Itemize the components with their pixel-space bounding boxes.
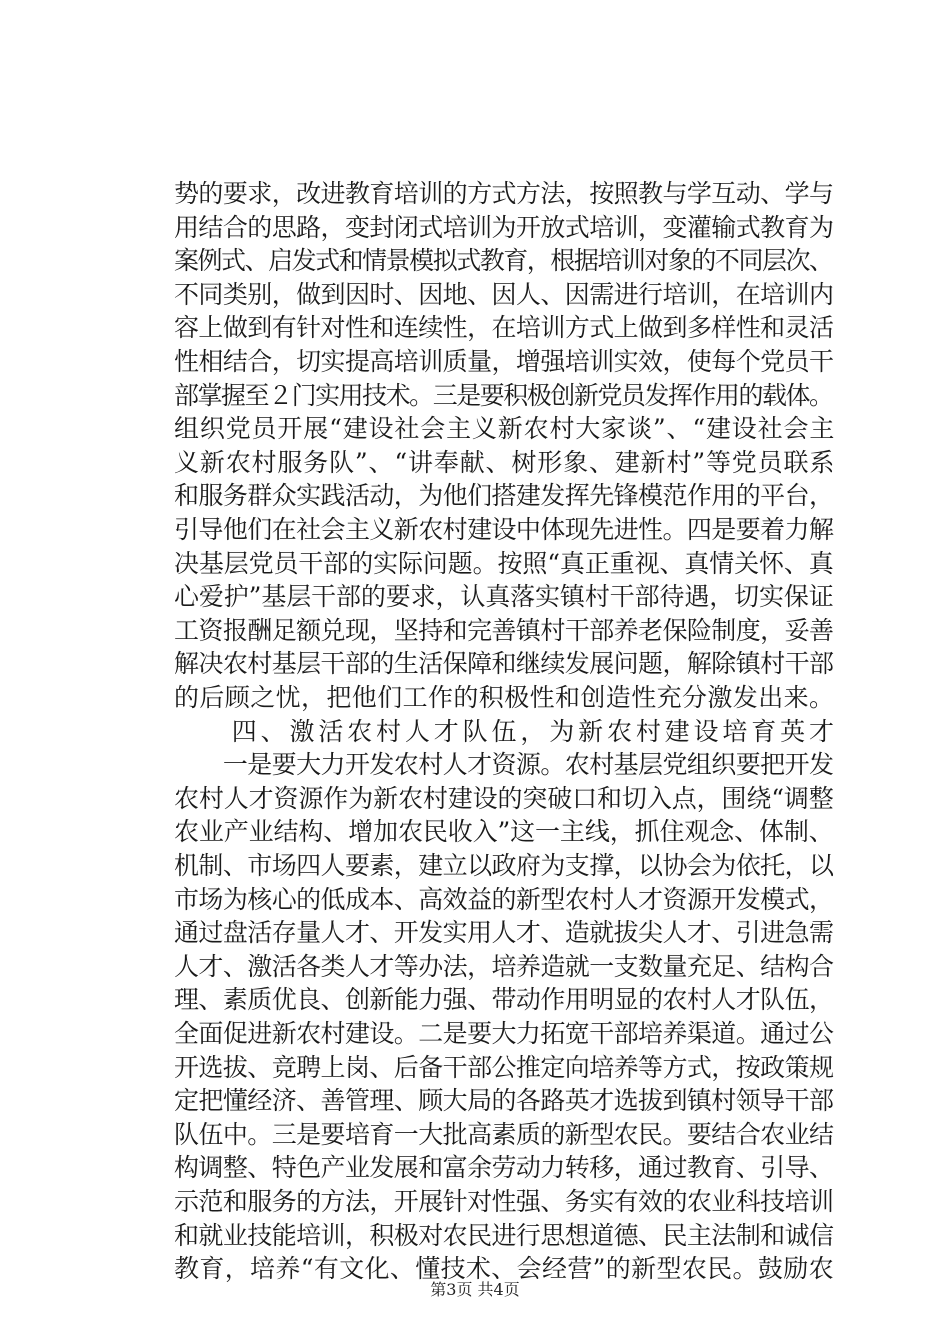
text-line: 心爱护”基层干部的要求，认真落实镇村干部待遇，切实保证 bbox=[174, 582, 834, 612]
page-footer: 第3页 共4页 bbox=[430, 1280, 520, 1299]
text-line: 决基层党员干部的实际问题。按照“真正重视、真情关怀、真 bbox=[174, 548, 834, 578]
text-line: 市场为核心的低成本、高效益的新型农村人才资源开发模式， bbox=[174, 884, 834, 914]
text-line: 教育，培养“有文化、懂技术、会经营”的新型农民。鼓励农 bbox=[174, 1254, 834, 1284]
text-line: 义新农村服务队”、“讲奉献、树形象、建新村”等党员联系 bbox=[174, 447, 836, 477]
text-line: 理、素质优良、创新能力强、带动作用明显的农村人才队伍， bbox=[174, 985, 834, 1015]
text-line: 机制、市场四人要素，建立以政府为支撑，以协会为依托，以 bbox=[174, 851, 834, 880]
text-line: 定把懂经济、善管理、顾大局的各路英才选拔到镇村领导干部 bbox=[174, 1086, 834, 1116]
text-line: 不同类别，做到因时、因地、因人、因需进行培训，在培训内 bbox=[174, 279, 834, 309]
text-line: 队伍中。三是要培育一大批高素质的新型农民。要结合农业结 bbox=[174, 1119, 834, 1149]
text-line: 性相结合，切实提高培训质量，增强培训实效，使每个党员干 bbox=[174, 347, 834, 376]
text-line: 和服务群众实践活动，为他们搭建发挥先锋模范作用的平台， bbox=[174, 481, 834, 511]
text-line: 构调整、特色产业发展和富余劳动力转移，通过教育、引导、 bbox=[174, 1153, 834, 1183]
text-line: 工资报酬足额兑现，坚持和完善镇村干部养老保险制度，妥善 bbox=[174, 615, 834, 645]
text-line: 一是要大力开发农村人才资源。农村基层党组织要把开发 bbox=[174, 750, 834, 780]
text-line: 和就业技能培训，积极对农民进行思想道德、民主法制和诚信 bbox=[174, 1220, 834, 1250]
text-line: 部掌握至２门实用技术。三是要积极创新党员发挥作用的载体。 bbox=[174, 380, 833, 410]
text-line: 全面促进新农村建设。二是要大力拓宽干部培养渠道。通过公 bbox=[174, 1019, 834, 1048]
text-line: 人才、激活各类人才等办法，培养造就一支数量充足、结构合 bbox=[174, 951, 834, 981]
text-line: 势的要求，改进教育培训的方式方法，按照教与学互动、学与 bbox=[174, 179, 834, 208]
text-line: 解决农村基层干部的生活保障和继续发展问题，解除镇村干部 bbox=[174, 649, 834, 679]
text-line: 农村人才资源作为新农村建设的突破口和切入点，围绕“调整 bbox=[174, 783, 834, 813]
text-line: 农业产业结构、增加农民收入”这一主线，抓住观念、体制、 bbox=[174, 817, 834, 847]
text-line: 用结合的思路，变封闭式培训为开放式培训，变灌输式教育为 bbox=[174, 212, 834, 242]
text-line: 案例式、启发式和情景模拟式教育，根据培训对象的不同层次、 bbox=[174, 246, 833, 276]
text-line: 组织党员开展“建设社会主义新农村大家谈”、“建设社会主 bbox=[174, 414, 836, 444]
text-line: 通过盘活存量人才、开发实用人才、造就拔尖人才、引进急需 bbox=[174, 918, 834, 948]
text-line: 引导他们在社会主义新农村建设中体现先进性。四是要着力解 bbox=[174, 515, 834, 544]
text-line: 四、激活农村人才队伍，为新农村建设培育英才 bbox=[174, 716, 838, 746]
text-line: 示范和服务的方法，开展针对性强、务实有效的农业科技培训 bbox=[174, 1187, 834, 1216]
text-line: 开选拔、竞聘上岗、后备干部公推定向培养等方式，按政策规 bbox=[174, 1052, 834, 1082]
text-line: 的后顾之忧，把他们工作的积极性和创造性充分激发出来。 bbox=[174, 683, 835, 712]
text-line: 容上做到有针对性和连续性，在培训方式上做到多样性和灵活 bbox=[174, 313, 834, 343]
